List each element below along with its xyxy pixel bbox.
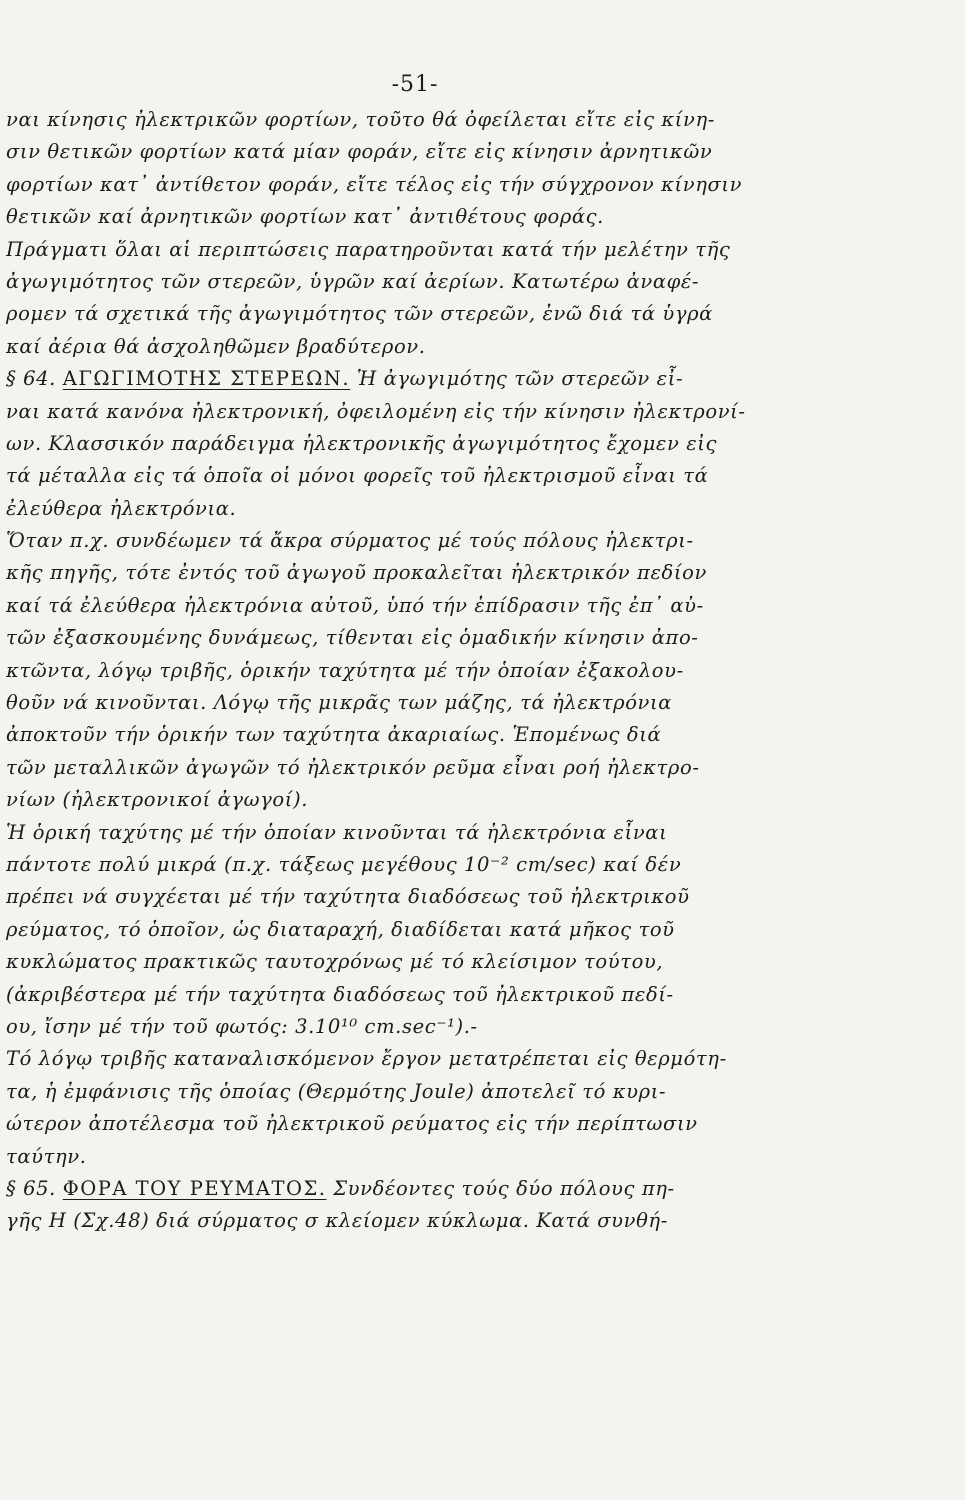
text-line: τά μέταλλα εἰς τά ὁποῖα οἱ μόνοι φορεῖς τοῦ ἠλεκτρισμοῦ εἶναι τά <box>6 464 709 488</box>
text-line: τῶν ἐξασκουμένης δυνάμεως, τίθενται εἰς ὁμαδικήν κίνησιν ἀπο- <box>6 626 699 650</box>
section-title: ΑΓΩΓΙΜΟΤΗΣ ΣΤΕΡΕΩΝ. <box>62 367 351 391</box>
text-line: σιν θετικῶν φορτίων κατά μίαν φοράν, εἴτε εἰς κίνησιν ἀρνητικῶν <box>6 140 713 164</box>
text-line: νίων (ἠλεκτρονικοί ἀγωγοί). <box>6 788 308 812</box>
section-title: ΦΟΡΑ ΤΟΥ ΡΕΥΜΑΤΟΣ. <box>62 1176 327 1200</box>
text-line: ων. Κλασσικόν παράδειγμα ἠλεκτρονικῆς ἀγωγιμότητος ἔχομεν εἰς <box>6 431 718 455</box>
text-line: θοῦν νά κινοῦνται. Λόγῳ τῆς μικρᾶς των μάζης, τά ἠλεκτρόνια <box>6 691 673 715</box>
text-line: Ἡ ἀγωγιμότης τῶν στερεῶν εἶ- <box>356 367 684 391</box>
section-number: § 65. <box>6 1176 56 1200</box>
text-line: ἀποκτοῦν τήν ὁρικήν των ταχύτητα ἀκαριαίως. Ἑπομένως διά <box>6 723 662 747</box>
text-line: Ἡ ὁρική ταχύτης μέ τήν ὁποίαν κινοῦνται τά ἠλεκτρόνια εἶναι <box>6 820 668 844</box>
text-line: ναι κίνησις ἠλεκτρικῶν φορτίων, τοῦτο θά ὀφείλεται εἴτε εἰς κίνη- <box>6 108 715 131</box>
text-line: Ὅταν π.χ. συνδέωμεν τά ἄκρα σύρματος μέ τούς πόλους ἠλεκτρι- <box>6 529 694 553</box>
text-line: ἀγωγιμότητος τῶν στερεῶν, ὑγρῶν καί ἀερίων. Κατωτέρω ἀναφέ- <box>6 269 700 293</box>
page-body <box>6 104 866 1238</box>
text-line: (ἀκριβέστερα μέ τήν ταχύτητα διαδόσεως τοῦ ἠλεκτρικοῦ πεδί- <box>6 982 674 1006</box>
text-line: κτῶντα, λόγῳ τριβῆς, ὁρικήν ταχύτητα μέ τήν ὁποίαν ἐξακολου- <box>6 658 684 682</box>
text-line: ρεύματος, τό ὁποῖον, ὡς διαταραχή, διαδίδεται κατά μῆκος τοῦ <box>6 917 675 941</box>
text-line: καί ἀέρια θά ἀσχοληθῶμεν βραδύτερον. <box>6 334 426 358</box>
text-line: τῶν μεταλλικῶν ἀγωγῶν τό ἠλεκτρικόν ρεῦμα εἶναι ροή ἠλεκτρο- <box>6 755 700 779</box>
text-line: ρομεν τά σχετικά τῆς ἀγωγιμότητος τῶν στερεῶν, ἐνῶ διά τά ὑγρά <box>6 302 713 326</box>
text-line: κῆς πηγῆς, τότε ἐντός τοῦ ἀγωγοῦ προκαλεῖται ἠλεκτρικόν πεδίον <box>6 561 707 585</box>
text-line: ώτερον ἀποτέλεσμα τοῦ ἠλεκτρικοῦ ρεύματος εἰς τήν περίπτωσιν <box>6 1112 698 1136</box>
text-line: ἐλεύθερα ἠλεκτρόνια. <box>6 496 237 520</box>
section-65-heading-line <box>6 1173 866 1205</box>
text-line: τα, ἡ ἐμφάνισις τῆς ὁποίας (Θερμότης Joule) ἀποτελεῖ τό κυρι- <box>6 1079 667 1103</box>
text-line: γῆς Η (Σχ.48) διά σύρματος σ κλείομεν κύκλωμα. Κατά συνθή- <box>6 1209 668 1233</box>
section-number: § 64. <box>6 367 56 391</box>
text-line: ου, ἴσην μέ τήν τοῦ φωτός: 3.10¹⁰ cm.sec⁻¹).- <box>6 1014 478 1038</box>
text-line: ταύτην. <box>6 1144 87 1168</box>
text-line: ναι κατά κανόνα ἠλεκτρονική, ὀφειλομένη εἰς τήν κίνησιν ἠλεκτρονί- <box>6 399 746 423</box>
text-line: θετικῶν καί ἀρνητικῶν φορτίων κατ᾽ ἀντιθέτους φοράς. <box>6 205 604 229</box>
text-line: καί τά ἐλεύθερα ἠλεκτρόνια αὐτοῦ, ὑπό τήν ἐπίδρασιν τῆς ἐπ᾽ αὐ- <box>6 593 704 617</box>
text-line: φορτίων κατ᾽ ἀντίθετον φοράν, εἴτε τέλος εἰς τήν σύγχρονον κίνησιν <box>6 172 743 196</box>
section-64-heading-line <box>6 363 866 395</box>
text-line: Συνδέοντες τούς δύο πόλους πη- <box>333 1176 675 1200</box>
text-line: Πράγματι ὅλαι αἱ περιπτώσεις παρατηροῦνται κατά τήν μελέτην τῆς <box>6 237 731 261</box>
text-line: Τό λόγῳ τριβῆς καταναλισκόμενον ἔργον μετατρέπεται εἰς θερμότη- <box>6 1047 727 1071</box>
text-line: πρέπει νά συγχέεται μέ τήν ταχύτητα διαδόσεως τοῦ ἠλεκτρικοῦ <box>6 885 690 909</box>
page-number: -51- <box>391 72 439 97</box>
text-line: κυκλώματος πρακτικῶς ταυτοχρόνως μέ τό κλείσιμον τούτου, <box>6 950 664 974</box>
text-line: πάντοτε πολύ μικρά (π.χ. τάξεως μεγέθους 10⁻² cm/sec) καί δέν <box>6 852 682 876</box>
